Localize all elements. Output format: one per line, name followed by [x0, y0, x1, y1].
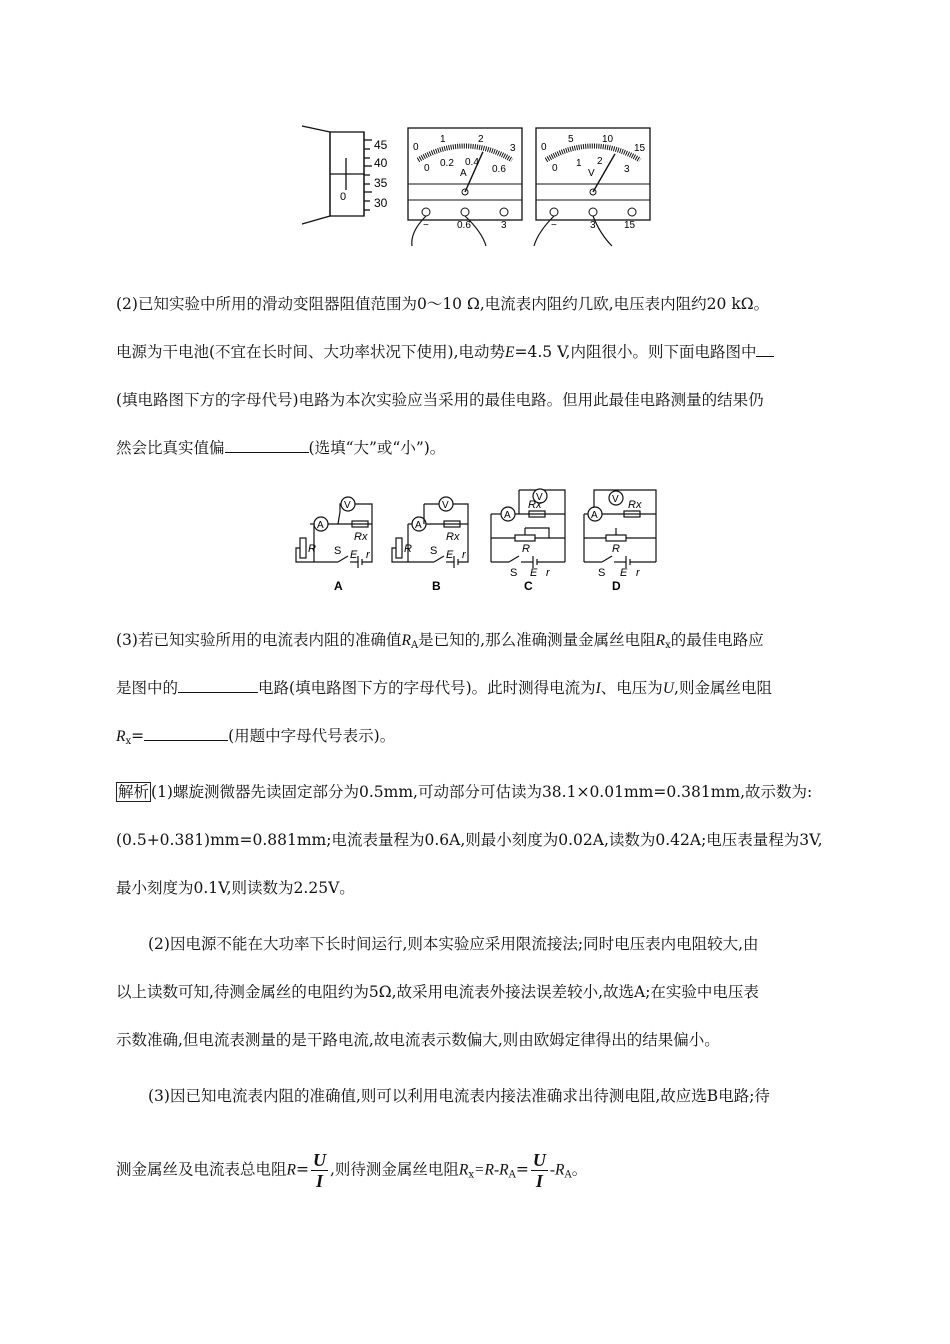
voltmeter-terminal-neg: −: [551, 220, 557, 231]
circuit-d-switch-label: S: [598, 567, 606, 579]
ammeter-top-3: 3: [510, 143, 516, 154]
q2-text-4a: 然会比真实值偏: [116, 439, 225, 457]
analysis-p1-text-2: (0.5+0.381)mm=0.881mm;电流表量程为0.6A,则最小刻度为0.02A,读数为0.42A;电压表量程为3V,: [116, 831, 823, 849]
analysis-p3-text-2a: 测金属丝及电流表总电阻: [116, 1160, 287, 1179]
meters-figure: [300, 120, 660, 250]
circuits-figure: [290, 486, 665, 596]
circuit-c-ammeter-label: A: [504, 510, 511, 521]
q3-text-2c: 、电压为: [600, 679, 663, 697]
analysis-p2-text-2: 以上读数可知,待测金属丝的电阻约为5Ω,故采用电流表外接法误差较小,故选A;在实验中电压表: [116, 983, 759, 1001]
analysis-end: 。: [571, 1160, 588, 1179]
analysis-line-7: [148, 1086, 770, 1106]
q3-var-R2: R: [655, 632, 666, 649]
voltmeter-bottom-2: 2: [597, 156, 603, 167]
q2-text-1: (2)已知实验中所用的滑动变阻器阻值范围为0～10 Ω,电流表内阻约几欧,电压表内阻约20 kΩ。: [116, 295, 770, 313]
q2-var-E: E: [505, 344, 515, 361]
circuit-a-rint-label: r: [366, 549, 370, 561]
voltmeter-bottom-1: 1: [576, 158, 582, 169]
analysis-line-4: [148, 934, 759, 954]
micrometer-tick-40: 40: [374, 156, 388, 170]
fraction-1-numerator: U: [312, 1150, 326, 1170]
voltmeter-top-1: 5: [568, 134, 574, 145]
ammeter-bottom-2: 0.4: [465, 157, 479, 168]
circuit-c-r-label: R: [522, 543, 530, 555]
q3-eq: =: [131, 727, 145, 745]
q2-answer-blank-1[interactable]: [756, 342, 774, 357]
q2-line-3: [116, 390, 764, 410]
q2-line-1: [116, 294, 769, 314]
q3-line-2: [116, 678, 772, 699]
analysis-expr-mid: =R-R: [474, 1161, 509, 1179]
circuit-a-ammeter-label: A: [317, 520, 324, 531]
q3-sub-x2: x: [125, 736, 132, 747]
q2-line-4: [116, 438, 445, 458]
q2-text-3: (填电路图下方的字母代号)电路为本次实验应当采用的最佳电路。但用此最佳电路测量的结果仍: [116, 391, 764, 409]
circuit-d-rx-label: Rx: [628, 499, 642, 511]
ammeter-terminal-3: 3: [501, 220, 507, 231]
circuit-b-ammeter-label: A: [415, 520, 422, 531]
circuit-c-rint-label: r: [546, 567, 550, 579]
circuit-d-e-label: E: [620, 567, 628, 579]
circuit-c-voltmeter-label: V: [536, 492, 543, 503]
analysis-p1-text-1: (1)螺旋测微器先读固定部分为0.5mm,可动部分可估读为38.1×0.01mm=0.381mm,故示数为:: [151, 783, 813, 801]
circuit-a-e-label: E: [350, 549, 358, 561]
voltmeter-top-0: 0: [541, 142, 547, 153]
q3-text-2b: 电路(填电路图下方的字母代号)。此时测得电流为: [258, 679, 596, 697]
circuit-c-e-label: E: [530, 567, 538, 579]
q3-line-1: [116, 630, 764, 656]
q3-text-1a: (3)若已知实验所用的电流表内阻的准确值: [116, 631, 402, 649]
circuit-a-r-label: R: [308, 543, 316, 555]
voltmeter-top-2: 10: [602, 134, 614, 145]
q3-text-2a: 是图中的: [116, 679, 179, 697]
q3-line-3: [116, 726, 395, 752]
analysis-line-8: [116, 1150, 587, 1191]
analysis-sub-A2: A: [564, 1169, 572, 1181]
analysis-tag: 解析: [118, 783, 150, 801]
analysis-line-6: [116, 1030, 720, 1050]
analysis-expr-tail: -R: [549, 1161, 565, 1179]
analysis-eq-2: =: [515, 1160, 529, 1179]
voltmeter-terminal-15: 15: [624, 220, 636, 231]
q3-var-U: U: [662, 680, 675, 697]
ammeter-bottom-0: 0: [424, 163, 430, 174]
voltmeter-terminal-3: 3: [590, 220, 596, 231]
q3-text-1c: 的最佳电路应: [670, 631, 764, 649]
circuit-a-rx-label: Rx: [354, 531, 368, 543]
circuit-a-switch-label: S: [334, 545, 342, 557]
analysis-sub-x: x: [468, 1169, 475, 1181]
ammeter-top-2: 2: [478, 134, 484, 145]
analysis-p3-text-1: (3)因已知电流表内阻的准确值,则可以利用电流表内接法准确求出待测电阻,故应选B电路;待: [148, 1087, 770, 1105]
micrometer-figure: [302, 126, 372, 224]
analysis-fraction-1: [311, 1150, 328, 1191]
q3-var-I: I: [595, 680, 601, 697]
q3-answer-blank-2[interactable]: [144, 726, 228, 741]
circuit-c-caption: C: [524, 579, 533, 593]
circuit-b-r-label: R: [404, 543, 412, 555]
micrometer-tick-45: 45: [374, 138, 388, 152]
analysis-line-3: [116, 878, 355, 898]
ammeter-terminal-neg: −: [423, 220, 429, 231]
circuit-b-caption: B: [432, 579, 441, 593]
fraction-2-numerator: U: [532, 1150, 546, 1170]
circuit-b-rint-label: r: [462, 549, 466, 561]
ammeter-unit: A: [460, 168, 467, 179]
ammeter-bottom-1: 0.2: [440, 158, 454, 169]
fraction-2-denominator: I: [535, 1171, 543, 1191]
q2-answer-blank-2[interactable]: [225, 438, 309, 453]
circuit-d-r-label: R: [612, 543, 620, 555]
q2-text-4b: (选填“大”或“小”)。: [308, 439, 446, 457]
q2-line-2: [116, 342, 774, 363]
circuit-d-rint-label: r: [636, 567, 640, 579]
analysis-p1-text-3: 最小刻度为0.1V,则读数为2.25V。: [116, 879, 355, 897]
analysis-var-R: R: [286, 1161, 296, 1179]
ammeter-terminal-06: 0.6: [457, 220, 471, 231]
circuit-b-e-label: E: [446, 549, 454, 561]
ammeter-bottom-3: 0.6: [492, 164, 506, 175]
voltmeter-bottom-0: 0: [552, 163, 558, 174]
micrometer-tick-35: 35: [374, 176, 388, 190]
analysis-eq-1: =: [295, 1160, 309, 1179]
q3-text-1b: 是已知的,那么准确测量金属丝电阻: [418, 631, 656, 649]
q3-sub-x: x: [665, 640, 671, 651]
analysis-p2-text-3: 示数准确,但电流表测量的是干路电流,故电流表示数偏大,则由欧姆定律得出的结果偏小。: [116, 1031, 720, 1049]
analysis-var-Rx: R: [458, 1161, 469, 1179]
circuit-b-rx-label: Rx: [446, 531, 460, 543]
ammeter-top-1: 1: [440, 134, 446, 145]
q3-answer-blank-1[interactable]: [178, 678, 258, 693]
voltmeter-top-3: 15: [634, 143, 646, 154]
q3-sub-A: A: [410, 640, 419, 651]
q3-text-2d: ,则金属丝电阻: [674, 679, 772, 697]
circuit-d-caption: D: [612, 579, 621, 593]
circuit-b-voltmeter-label: V: [442, 500, 449, 511]
q3-var-Rx: R: [116, 728, 126, 745]
micrometer-zero: 0: [340, 191, 347, 203]
voltmeter-unit: V: [588, 168, 595, 179]
analysis-p2-text-1: (2)因电源不能在大功率下长时间运行,则本实验应采用限流接法;同时电压表内电阻较大,由: [148, 935, 759, 953]
circuit-a-caption: A: [334, 579, 343, 593]
circuit-b-switch-label: S: [430, 545, 438, 557]
voltmeter-bottom-3: 3: [624, 164, 630, 175]
analysis-p3-text-2b: ,则待测金属丝电阻: [329, 1160, 459, 1179]
q2-text-2b: =4.5 V,内阻很小。则下面电路图中: [514, 343, 757, 361]
fraction-1-denominator: I: [315, 1171, 323, 1191]
analysis-sub-A: A: [508, 1169, 516, 1181]
analysis-line-1: [116, 782, 812, 802]
micrometer-tick-30: 30: [374, 196, 388, 210]
circuit-d-ammeter-label: A: [591, 510, 598, 521]
analysis-line-2: [116, 830, 823, 850]
ammeter-top-0: 0: [413, 142, 419, 153]
analysis-line-5: [116, 982, 759, 1002]
circuit-c-rx-label: Rx: [528, 499, 542, 511]
q3-text-3b: (用题中字母代号表示)。: [228, 727, 396, 745]
circuit-a-voltmeter-label: V: [344, 500, 351, 511]
circuit-d-voltmeter-label: V: [612, 494, 619, 505]
q3-var-R: R: [401, 632, 411, 649]
analysis-fraction-2: [531, 1150, 548, 1191]
q2-text-2a: 电源为干电池(不宜在长时间、大功率状况下使用),电动势: [116, 343, 506, 361]
circuit-c-switch-label: S: [510, 567, 518, 579]
